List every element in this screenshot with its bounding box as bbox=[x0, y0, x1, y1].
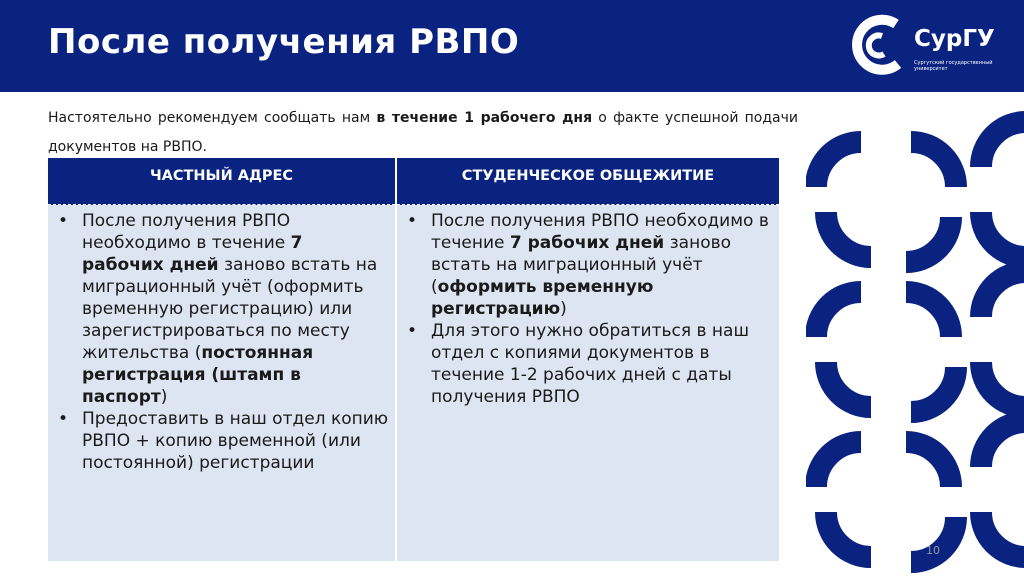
list-item bbox=[56, 408, 389, 474]
bullet-icon: • bbox=[58, 409, 69, 429]
bullet-icon: • bbox=[407, 321, 418, 341]
page-title: После получения РВПО bbox=[48, 22, 520, 62]
cell-student-dormitory bbox=[397, 205, 779, 561]
text-span: Для этого нужно обратиться в наш отдел с копиями документов в течение 1-2 рабочих дней с даты получения РВПО bbox=[431, 321, 750, 407]
text-span: заново встать на миграционный учёт (оформить временную регистрацию) или зарегистрироваться по месту жительства ( bbox=[82, 255, 378, 363]
text-span: ) bbox=[160, 387, 168, 407]
intro-before: Настоятельно рекомендуем сообщать нам bbox=[48, 110, 377, 126]
header-private-address: ЧАСТНЫЙ АДРЕС bbox=[48, 158, 395, 205]
logo-name: СурГУ bbox=[914, 26, 995, 52]
list-item bbox=[405, 210, 773, 320]
intro-bold: в течение 1 рабочего дня bbox=[376, 110, 593, 126]
cell-private-address bbox=[48, 205, 395, 561]
surgu-logo-icon bbox=[852, 14, 910, 76]
intro-after: о факте успешной подачи документов на РВПО. bbox=[48, 110, 798, 155]
bold-span: постоянная регистрация (штамп в паспорт bbox=[82, 343, 314, 407]
list-item bbox=[405, 320, 773, 408]
header-student-dormitory: СТУДЕНЧЕСКОЕ ОБЩЕЖИТИЕ bbox=[397, 158, 779, 205]
text-span: ) bbox=[560, 299, 567, 319]
bold-span: 7 рабочих дней bbox=[82, 233, 303, 275]
list-item bbox=[56, 210, 389, 408]
university-logo bbox=[852, 12, 1022, 82]
text-span: Предоставить в наш отдел копию РВПО + копию временной (или постоянной) регистрации bbox=[82, 409, 389, 473]
bullet-icon: • bbox=[407, 211, 418, 231]
logo-subtitle: Сургутский государственный университет bbox=[914, 60, 993, 72]
decorative-arcs-pattern bbox=[806, 92, 1024, 576]
bold-span: 7 рабочих дней bbox=[509, 233, 665, 253]
page-number: 10 bbox=[926, 544, 940, 557]
header-bar bbox=[0, 0, 1024, 92]
info-table bbox=[48, 158, 779, 563]
bold-span: оформить временную регистрацию bbox=[431, 277, 654, 319]
column-divider bbox=[395, 158, 397, 561]
text-span: После получения РВПО необходимо в течение bbox=[431, 211, 769, 253]
bullet-icon: • bbox=[58, 211, 69, 231]
text-span: заново встать на миграционный учёт ( bbox=[431, 233, 732, 297]
text-span: После получения РВПО необходимо в течение bbox=[82, 211, 291, 253]
intro-text bbox=[48, 104, 798, 162]
